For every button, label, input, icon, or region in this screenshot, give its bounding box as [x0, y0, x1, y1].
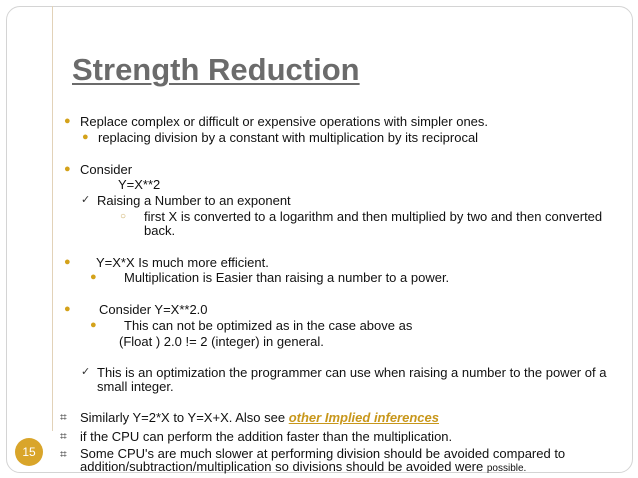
- bullet-text: Consider: [80, 162, 133, 177]
- vertical-divider: [52, 6, 53, 431]
- circle-bullet-icon: ○: [120, 211, 127, 222]
- bullet-text: Raising a Number to an exponent: [97, 193, 291, 208]
- implied-inferences-link[interactable]: other Implied inferences: [288, 410, 439, 425]
- bullet-text-part: Similarly Y=2*X to Y=X+X. Also see: [80, 410, 289, 425]
- bullet-text: Replace complex or difficult or expensive operations with simpler ones.: [80, 114, 489, 129]
- bullet-text: Consider Y=X**2.0: [99, 302, 208, 317]
- bullet-dot-icon: ●: [64, 163, 71, 175]
- bullet-dot-icon: ●: [64, 115, 71, 127]
- bullet-dot-icon: ●: [82, 131, 89, 143]
- bullet-dot-icon: ●: [90, 319, 97, 331]
- bullet-text: first X is converted to a logarithm and then multiplied by two and then converted: [144, 209, 603, 224]
- checkmark-icon: ✓: [81, 194, 91, 206]
- square-bullet-icon: ⌗: [60, 429, 67, 443]
- square-bullet-icon: ⌗: [60, 447, 67, 461]
- bullet-text: (Float ) 2.0 != 2 (integer) in general.: [119, 334, 324, 349]
- bullet-text: This can not be optimized as in the case above as: [124, 318, 413, 333]
- bullet-text: Y=X*X Is much more efficient.: [96, 255, 269, 270]
- bullet-text: [80, 410, 439, 425]
- bullet-text: Multiplication is Easier than raising a number to a power.: [124, 270, 450, 285]
- bullet-dot-icon: ●: [64, 303, 71, 315]
- bullet-text-part: possible.: [486, 463, 527, 474]
- bullet-text: small integer.: [97, 379, 174, 394]
- bullet-text: Y=X**2: [118, 177, 161, 192]
- bullet-text: Some CPU's are much slower at performing division should be avoided compared to: [80, 446, 566, 461]
- bullet-dot-icon: ●: [64, 256, 71, 268]
- bullet-dot-icon: ●: [90, 271, 97, 283]
- bullet-text-part: addition/subtraction/multiplication so divisions should be avoided were: [80, 459, 487, 474]
- bullet-text: replacing division by a constant with multiplication by its reciprocal: [98, 130, 479, 145]
- bullet-text: back.: [144, 223, 176, 238]
- page-number: 15: [15, 438, 43, 466]
- square-bullet-icon: ⌗: [60, 410, 67, 424]
- slide-title: Strength Reduction: [72, 52, 360, 87]
- checkmark-icon: ✓: [81, 366, 91, 378]
- bullet-text: [80, 459, 526, 476]
- bullet-text: if the CPU can perform the addition faster than the multiplication.: [80, 429, 453, 444]
- bullet-text: This is an optimization the programmer can use when raising a number to the power of a: [97, 365, 607, 380]
